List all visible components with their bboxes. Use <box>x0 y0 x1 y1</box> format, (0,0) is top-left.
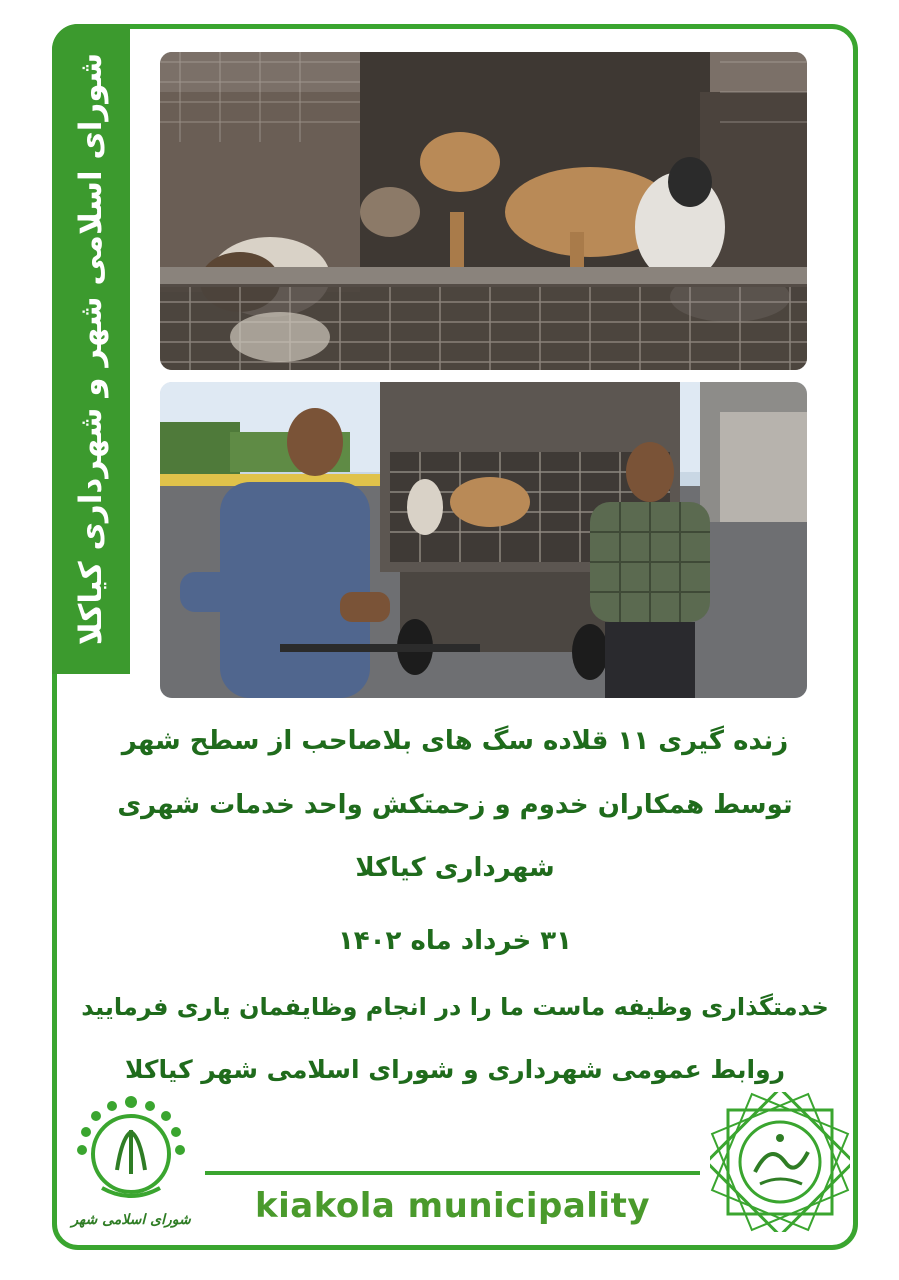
photo-dogs-in-truck <box>160 52 807 370</box>
thanks-message: خدمتگذاری وظیفه ماست ما را در انجام وظایفمان یاری فرمایید <box>81 993 829 1021</box>
headline-line-1: زنده گیری ۱۱ قلاده سگ های بلاصاحب از سطح شهر <box>121 726 789 756</box>
side-banner <box>52 24 130 674</box>
left-logo-caption: شورای اسلامی شهر <box>71 1212 191 1228</box>
headline-line-3: شهرداری کیاکلا <box>355 853 555 883</box>
signature-line: روابط عمومی شهرداری و شورای اسلامی شهر کیاکلا <box>124 1055 786 1084</box>
photo-workers-beside-truck <box>160 382 807 698</box>
kiakola-council-seal-icon <box>710 1092 850 1232</box>
footer-divider <box>205 1171 700 1175</box>
footer-brand: kiakola municipality <box>254 1186 650 1226</box>
side-banner-text: شورای اسلامی شهر و شهرداری کیاکلا <box>73 52 110 646</box>
announcement-date: ۳۱ خرداد ماه ۱۴۰۲ <box>337 926 573 956</box>
headline-line-2: توسط همکاران خدوم و زحمتکش واحد خدمات شهری <box>117 790 793 820</box>
